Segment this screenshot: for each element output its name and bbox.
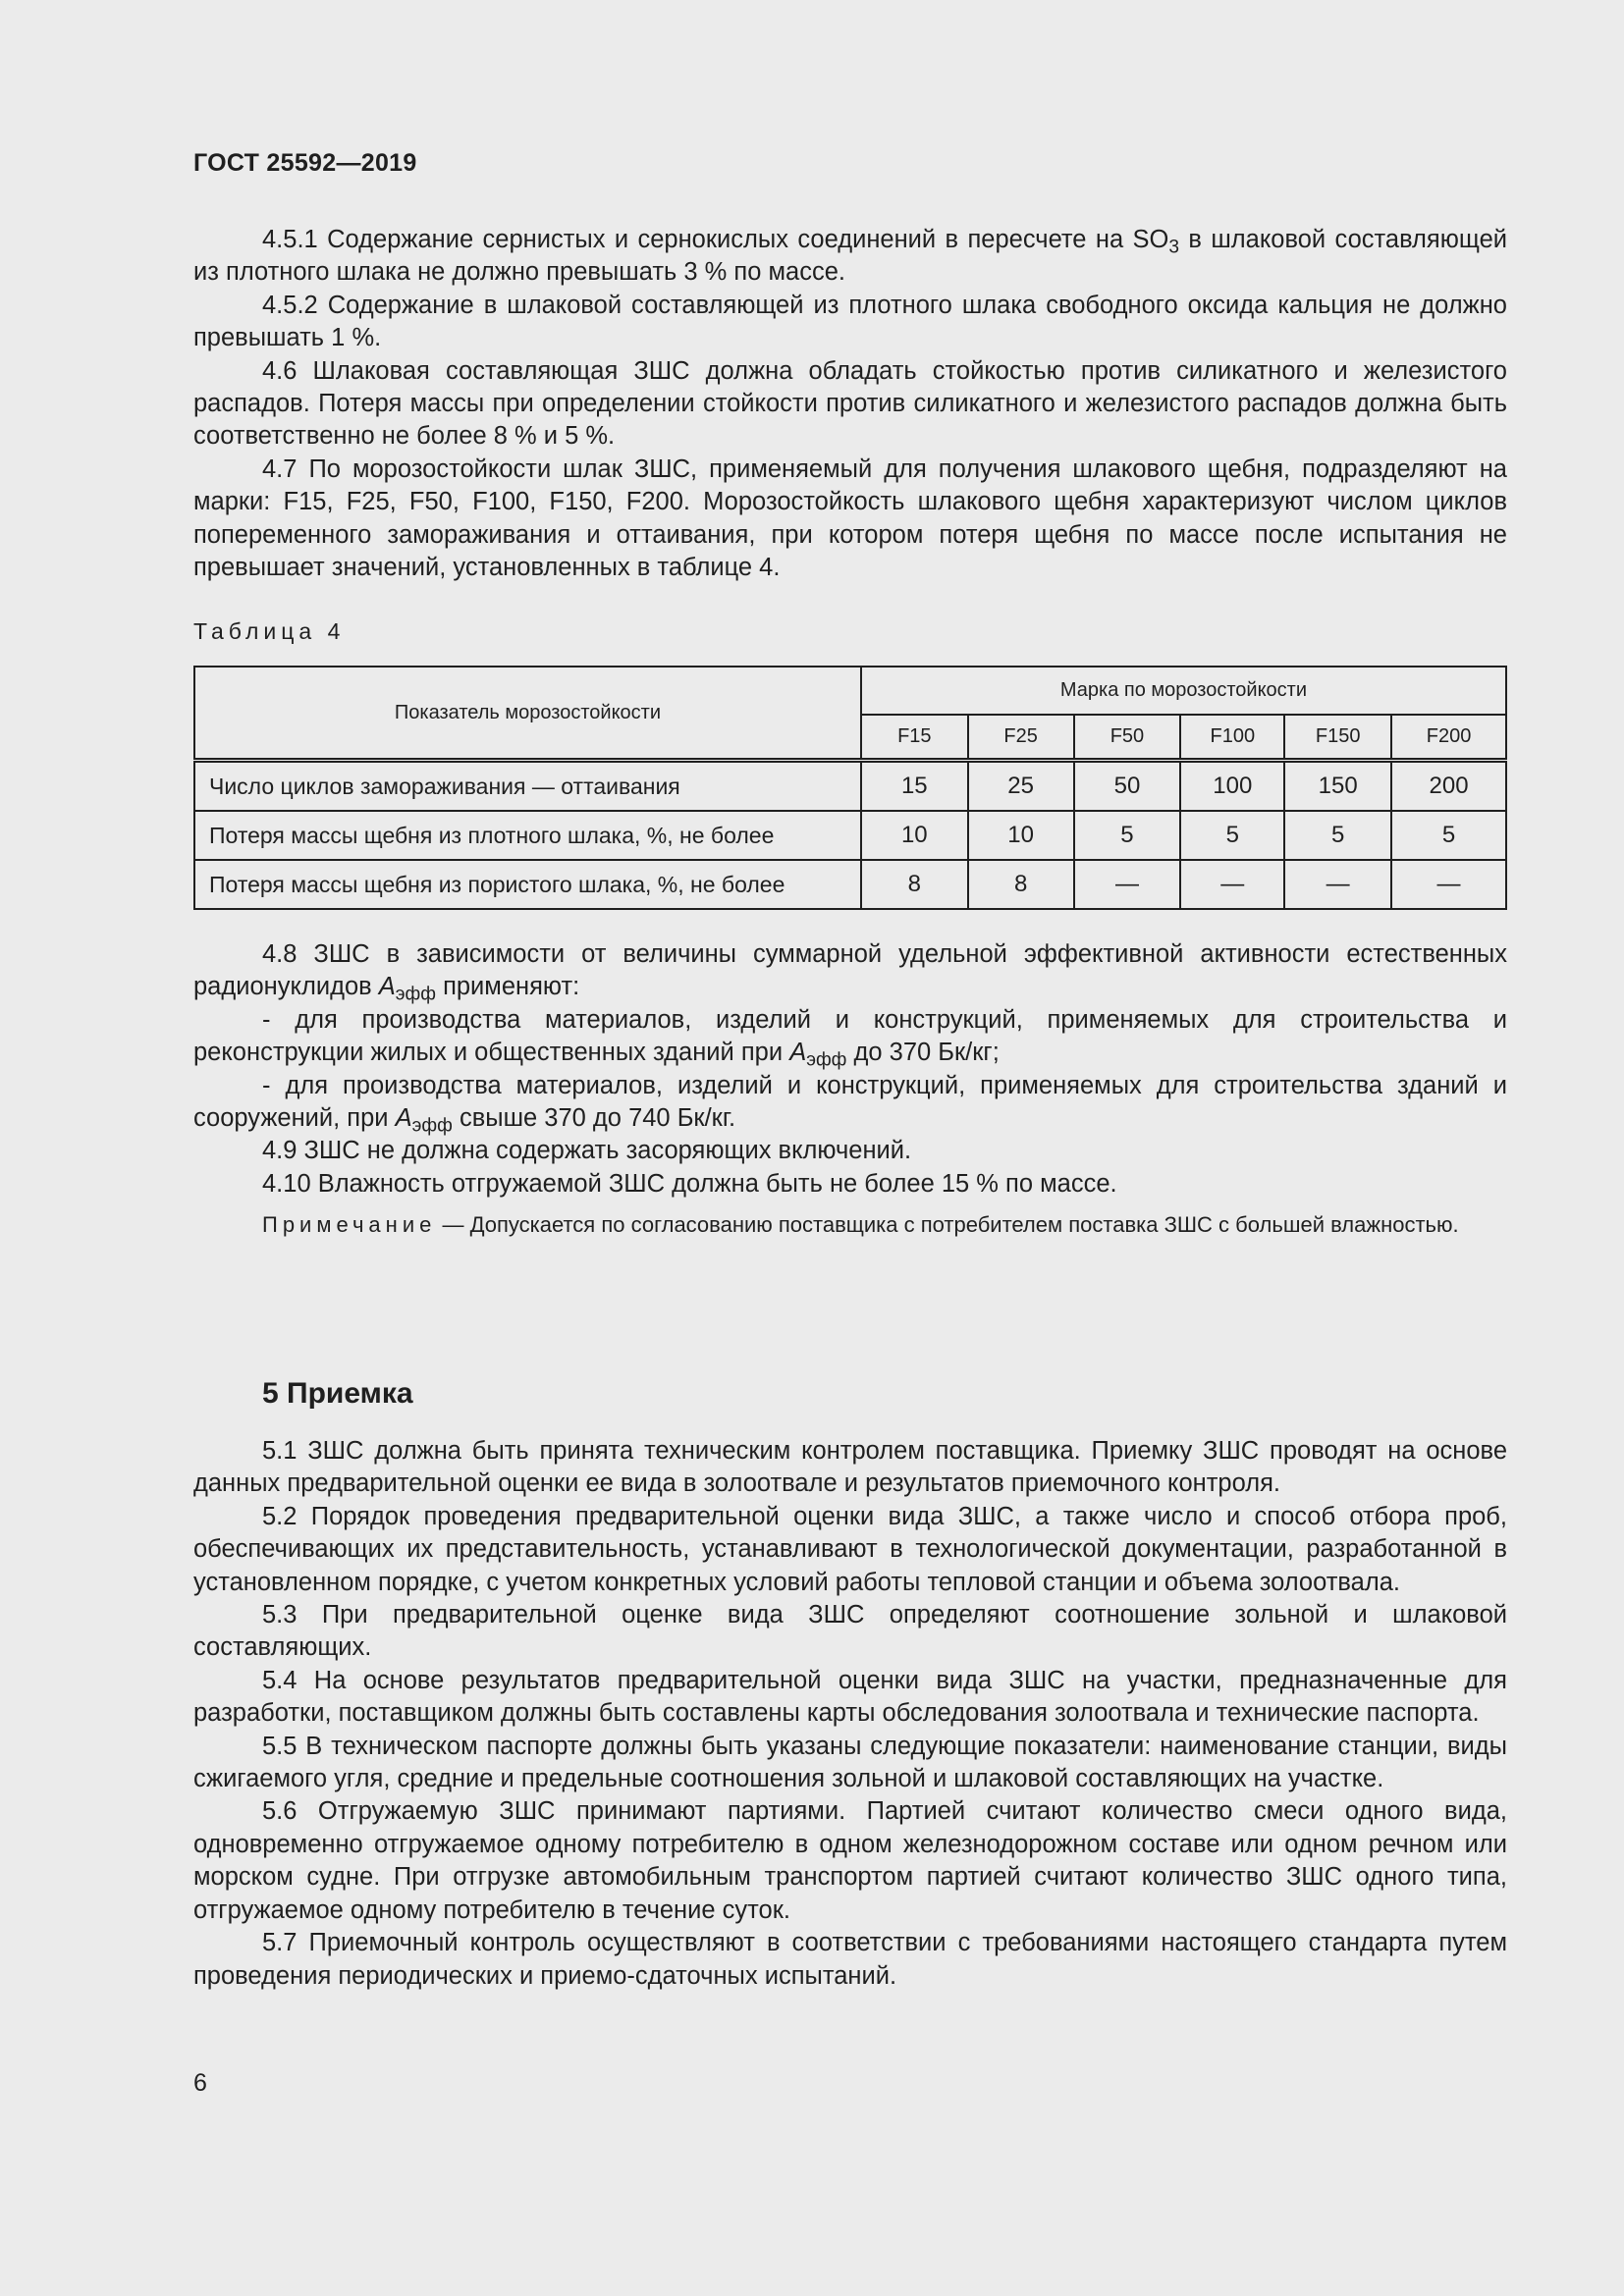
paragraph-5-3: 5.3 При предварительной оценке вида ЗШС определяют соотношение зольной и шлаковой составляющих. <box>193 1601 1507 1662</box>
text: в шлаковой составляющей из плотного шлака не должно превышать 3 % по массе. <box>193 226 1507 287</box>
text: применяют: <box>435 973 580 1001</box>
text: 4.8 ЗШС в зависимости от величины суммарной удельной эффективной активности естественных радионуклидов <box>193 940 1507 1001</box>
paragraph-5-5: 5.5 В техническом паспорте должны быть указаны следующие показатели: наименование станции, виды сжигаемого угля, средние и предельные соотношения зольной и шлаковой составляющих на участке. <box>193 1732 1507 1793</box>
table-cell: — <box>1180 860 1284 909</box>
table-caption: Таблица 4 <box>193 618 346 644</box>
table-cell: 150 <box>1284 761 1391 812</box>
column-header-mark: F50 <box>1074 715 1181 761</box>
column-header-mark: F15 <box>861 715 968 761</box>
column-header-mark: F100 <box>1180 715 1284 761</box>
paragraph-4-5-1 <box>193 224 1507 290</box>
table-cell: 8 <box>861 860 968 909</box>
table-cell: — <box>1284 860 1391 909</box>
table-cell: 5 <box>1074 811 1181 860</box>
table-row <box>194 811 1506 860</box>
table-cell: — <box>1074 860 1181 909</box>
column-header-indicator: Показатель морозостойкости <box>194 667 861 761</box>
table-cell: 8 <box>968 860 1074 909</box>
table-cell: 50 <box>1074 761 1181 812</box>
table-header-row <box>194 667 1506 715</box>
table-cell: — <box>1391 860 1506 909</box>
table-cell: 10 <box>861 811 968 860</box>
text: 4.5.1 Содержание сернистых и сернокислых соединений в пересчете на SO <box>262 226 1169 253</box>
page-number: 6 <box>193 2069 207 2097</box>
table-row <box>194 761 1506 812</box>
note <box>193 1210 1507 1239</box>
paragraph-4-9: 4.9 ЗШС не должна содержать засоряющих включений. <box>262 1137 912 1165</box>
row-label: Число циклов замораживания — оттаивания <box>194 761 861 812</box>
table-cell: 200 <box>1391 761 1506 812</box>
table-cell: 5 <box>1180 811 1284 860</box>
section-heading: 5 Приемка <box>262 1377 413 1410</box>
list-item <box>193 1070 1507 1136</box>
paragraph-5-4: 5.4 На основе результатов предварительной оценки вида ЗШС на участки, предназначенные для разработки, поставщиком должны быть составлены карты обследования золоотвала и технические паспорта. <box>193 1666 1507 1728</box>
note-text: — Допускается по согласованию поставщика с потребителем поставка ЗШС с большей влажностью. <box>436 1212 1459 1238</box>
symbol: A <box>378 973 396 1001</box>
symbol: A <box>789 1039 807 1067</box>
paragraph-4-7: 4.7 По морозостойкости шлак ЗШС, применяемый для получения шлакового щебня, подразделяют на марки: F15, F25, F50, F100, F150, F200. Морозостойкость шлакового щебня характеризуют числом циклов попеременного замораживания и оттаивания, при котором потеря щебня по массе после испытания не превышает значений, установленных в таблице 4. <box>193 454 1507 582</box>
paragraph-5-7: 5.7 Приемочный контроль осуществляют в соответствии с требованиями настоящего стандарта путем проведения периодических и приемо-сдаточных испытаний. <box>193 1929 1507 1990</box>
section-5 <box>193 1374 1507 1993</box>
subscript: эфф <box>395 985 436 1006</box>
paragraph-4-8 <box>193 938 1507 1004</box>
row-label: Потеря массы щебня из плотного шлака, %, не более <box>194 811 861 860</box>
symbol: A <box>395 1104 412 1133</box>
paragraph-5-6: 5.6 Отгружаемую ЗШС принимают партиями. Партией считают количество смеси одного вида, одновременно отгружаемое одному потребителю в одном железнодорожном составе или одном речном или морском судне. При отгрузке автомобильным транспортом партией считают количество ЗШС одного типа, отгружаемое одному потребителю в течение суток. <box>193 1797 1507 1924</box>
subscript: эфф <box>806 1049 847 1071</box>
column-header-mark: F25 <box>968 715 1074 761</box>
row-label: Потеря массы щебня из пористого шлака, %, не более <box>194 860 861 909</box>
table-cell: 25 <box>968 761 1074 812</box>
paragraph-5-2: 5.2 Порядок проведения предварительной оценки вида ЗШС, а также число и способ отбора проб, обеспечивающих их представительность, устанавливают в технологической документации, разработанной в установленном порядке, с учетом конкретных условий работы тепловой станции и объема золоотвала. <box>193 1502 1507 1596</box>
paragraph-5-1: 5.1 ЗШС должна быть принята техническим контролем поставщика. Приемку ЗШС проводят на основе данных предварительной оценки ее вида в золоотвале и результатов приемочного контроля. <box>193 1437 1507 1498</box>
list-item <box>193 1004 1507 1070</box>
section-4-5-to-4-7 <box>193 224 1507 584</box>
text: свыше 370 до 740 Бк/кг. <box>452 1104 736 1133</box>
column-header-mark: F150 <box>1284 715 1391 761</box>
subscript: эфф <box>411 1115 453 1137</box>
paragraph-4-10: 4.10 Влажность отгружаемой ЗШС должна быть не более 15 % по массе. <box>262 1169 1117 1198</box>
paragraph-4-5-2: 4.5.2 Содержание в шлаковой составляющей из плотного шлака свободного оксида кальция не должно превышать 1 %. <box>193 291 1507 352</box>
paragraph-4-6: 4.6 Шлаковая составляющая ЗШС должна обладать стойкостью против силикатного и железистого распадов. Потеря массы при определении стойкости против силикатного и железистого распадов должна быть соответственно не более 8 % и 5 %. <box>193 356 1507 451</box>
table-cell: 5 <box>1284 811 1391 860</box>
note-label: Примечание <box>262 1212 437 1238</box>
section-4-8-to-4-10 <box>193 938 1507 1239</box>
table-cell: 10 <box>968 811 1074 860</box>
table-cell: 100 <box>1180 761 1284 812</box>
subscript: 3 <box>1168 237 1180 258</box>
text: до 370 Бк/кг; <box>846 1039 1000 1067</box>
column-header-group: Марка по морозостойкости <box>861 667 1506 715</box>
table-row <box>194 860 1506 909</box>
text: - для производства материалов, изделий и конструкций, применяемых для строительства и реконструкции жилых и общественных зданий при <box>193 1005 1507 1067</box>
table-cell: 5 <box>1391 811 1506 860</box>
frost-resistance-table <box>193 666 1507 910</box>
table-cell: 15 <box>861 761 968 812</box>
column-header-mark: F200 <box>1391 715 1506 761</box>
document-header: ГОСТ 25592—2019 <box>193 149 417 177</box>
text: - для производства материалов, изделий и конструкций, применяемых для строительства зданий и сооружений, при <box>193 1071 1507 1133</box>
